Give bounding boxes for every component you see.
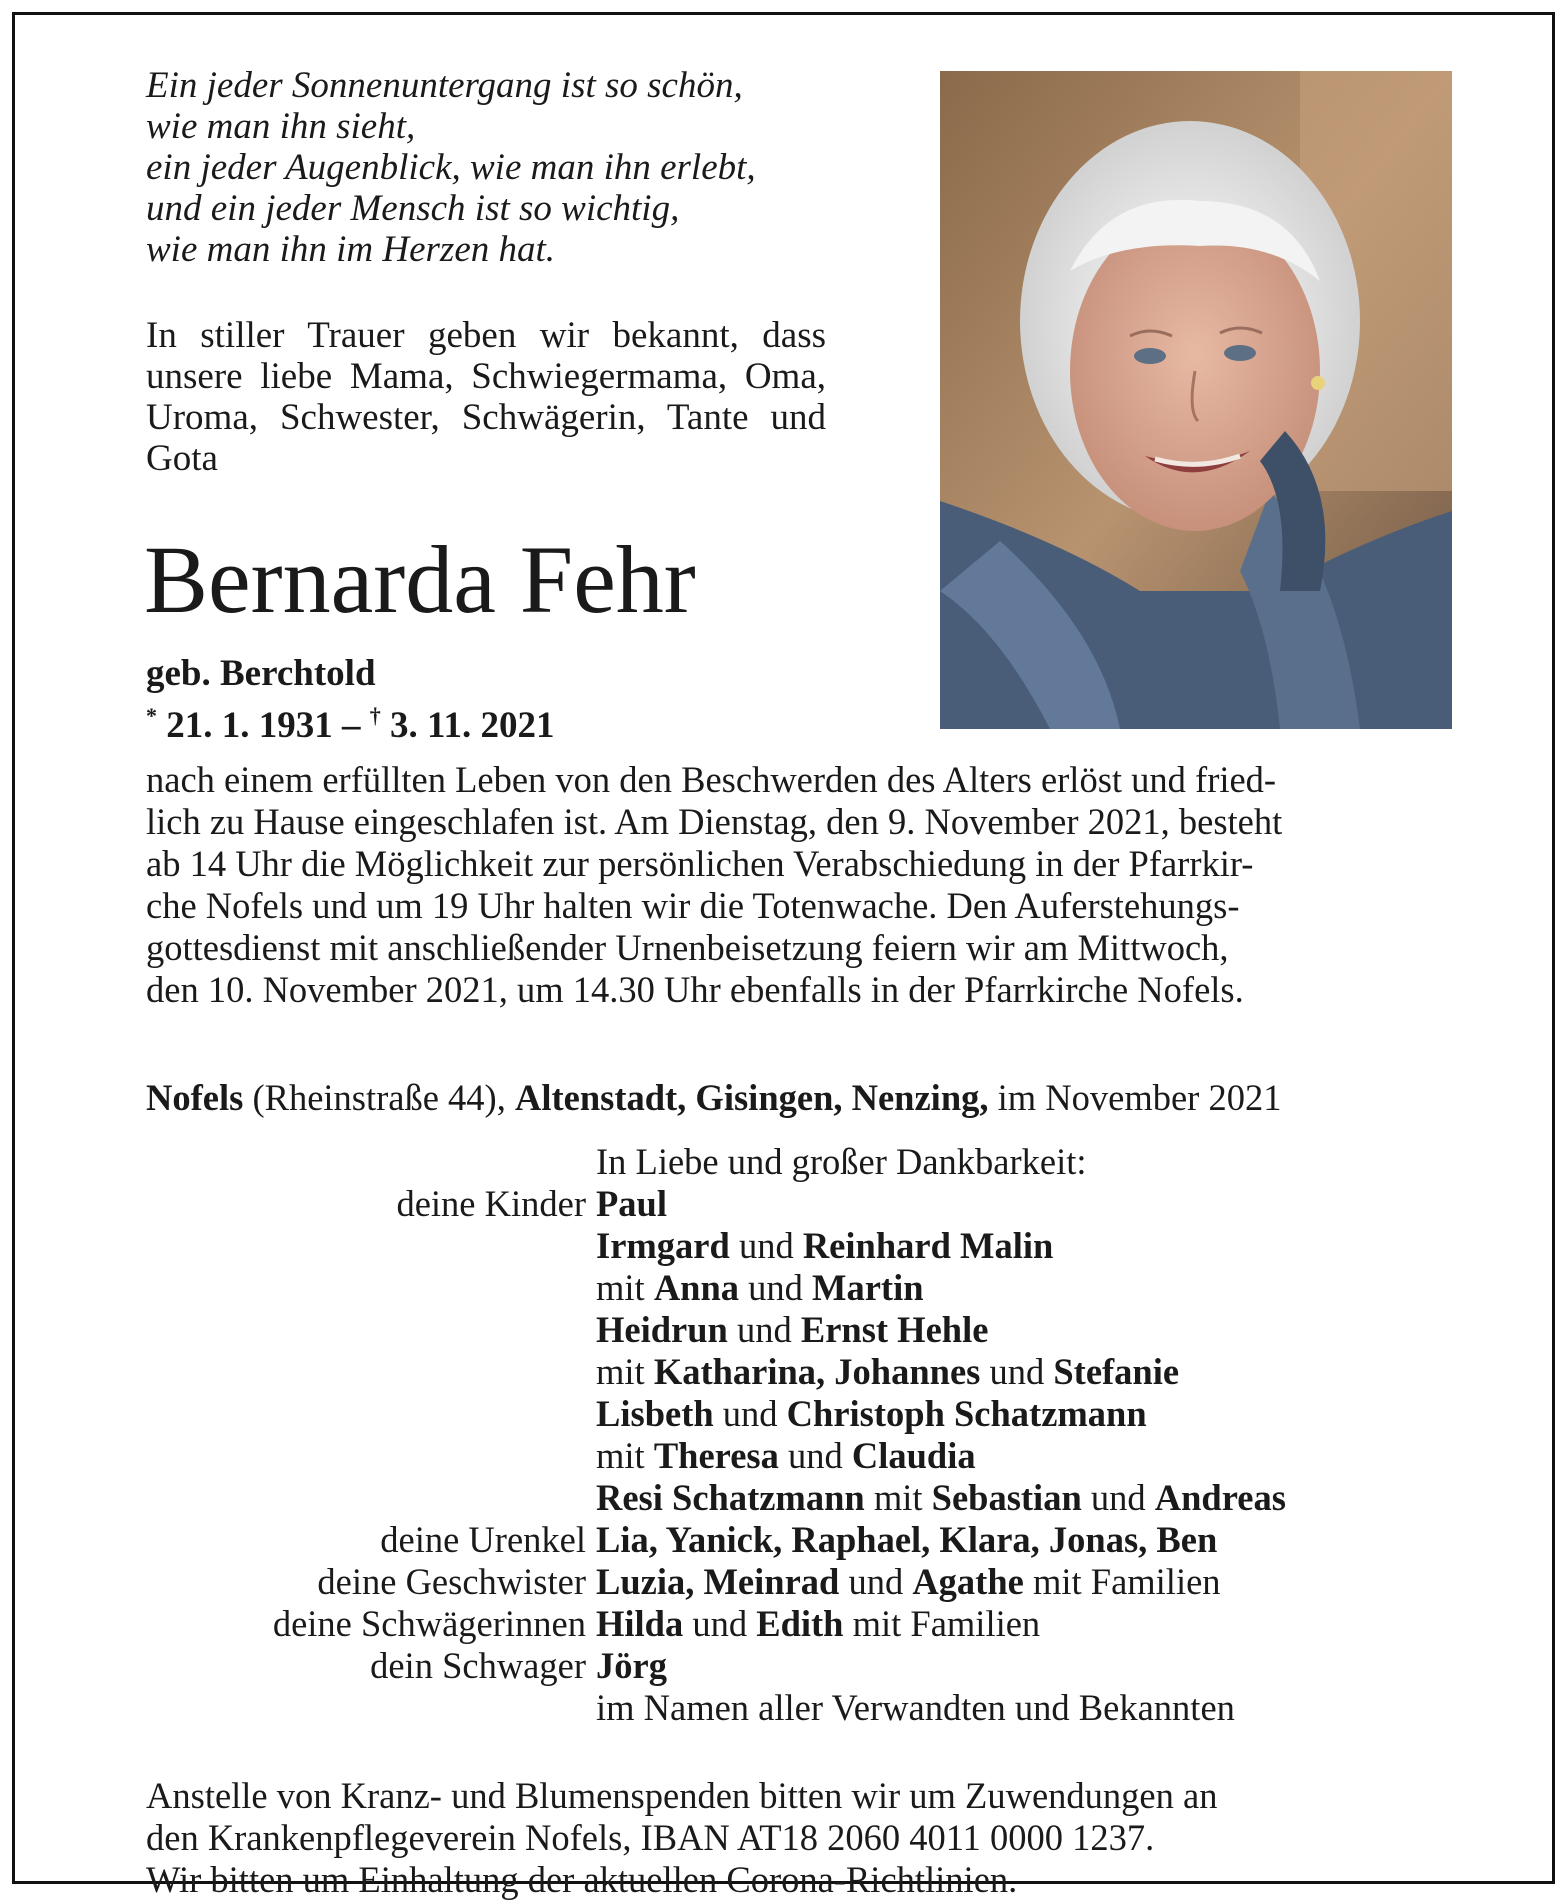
relative-names <box>596 1351 1452 1393</box>
relative-name: Edith <box>756 1603 844 1644</box>
relative-name: Jörg <box>596 1645 667 1686</box>
mourners-list <box>146 1141 1452 1729</box>
relative-name: Hilda <box>596 1603 684 1644</box>
relative-names <box>596 1687 1452 1729</box>
relative-row <box>146 1225 1452 1267</box>
relation-label: deine Geschwister <box>317 1561 586 1602</box>
relation-label <box>146 1309 596 1351</box>
body-line: lich zu Hause eingeschlafen ist. Am Dienstag, den 9. November 2021, besteht <box>146 801 1283 842</box>
relative-row <box>146 1561 1452 1603</box>
relative-row <box>146 1267 1452 1309</box>
relation-label: deine Urenkel <box>380 1519 586 1560</box>
place-date-line <box>146 1077 1452 1119</box>
closing-line: Anstelle von Kranz- und Blumenspenden bitten wir um Zuwendungen an <box>146 1775 1218 1816</box>
relative-names <box>596 1309 1452 1351</box>
relation-label <box>146 1267 596 1309</box>
relative-names <box>596 1267 1452 1309</box>
connector-text: und <box>683 1603 757 1644</box>
connector-text: und <box>778 1435 852 1476</box>
relative-names <box>596 1477 1452 1519</box>
relative-row <box>146 1183 1452 1225</box>
relative-name: Stefanie <box>1053 1351 1180 1392</box>
relative-names <box>596 1183 1452 1225</box>
connector-text: mit <box>596 1435 654 1476</box>
life-dates <box>146 695 554 747</box>
body-line: gottesdienst mit anschließender Urnenbeisetzung feiern wir am Mittwoch, <box>146 927 1229 968</box>
place-address: (Rheinstraße 44), <box>243 1077 515 1118</box>
relation-label <box>146 1477 596 1519</box>
closing-text <box>146 1775 1452 1901</box>
relative-name: Christoph Schatzmann <box>786 1393 1147 1434</box>
relative-row <box>146 1435 1452 1477</box>
relative-name: Agathe <box>912 1561 1024 1602</box>
poem: Ein jeder Sonnenuntergang ist so schön, wie man ihn sieht, ein jeder Augenblick, wie man ihn erlebt, und ein jeder Mensch ist so wichtig, wie man ihn im Herzen hat. <box>146 65 756 270</box>
relative-names <box>596 1225 1452 1267</box>
birth-star-symbol: * <box>146 703 157 728</box>
relative-name: Ernst Hehle <box>800 1309 989 1350</box>
relative-name: Luzia, Meinrad <box>596 1561 840 1602</box>
birth-death-info <box>146 653 554 747</box>
deceased-name: Bernarda Fehr <box>144 526 696 633</box>
relative-name: Heidrun <box>596 1309 728 1350</box>
relative-row <box>146 1645 1452 1687</box>
relation-label <box>146 1687 596 1729</box>
death-cross-symbol: † <box>369 703 381 728</box>
relative-row <box>146 1603 1452 1645</box>
maiden-name: geb. Berchtold <box>146 653 376 694</box>
relation-label: deine Kinder <box>396 1183 586 1224</box>
relatives-rows <box>146 1183 1452 1729</box>
relation-label <box>146 1351 596 1393</box>
body-line: nach einem erfüllten Leben von den Beschwerden des Alters erlöst und fried- <box>146 759 1277 800</box>
closing-line: den Krankenpflegeverein Nofels, IBAN AT18 2060 4011 0000 1237. <box>146 1817 1155 1858</box>
place-towns: Altenstadt, Gisingen, Nenzing, <box>514 1077 989 1118</box>
connector-text: mit Familien <box>843 1603 1041 1644</box>
death-date: 3. 11. 2021 <box>390 705 555 746</box>
relative-name: Resi Schatzmann <box>596 1477 865 1518</box>
connector-text: und <box>727 1309 801 1350</box>
connector-text: und <box>839 1561 913 1602</box>
relative-name: Anna <box>653 1267 740 1308</box>
announcement-text: In stiller Trauer geben wir bekannt, dass unsere liebe Mama, Schwiegermama, Oma, Uroma, Schwester, Schwägerin, Tante und Gota <box>146 315 826 479</box>
relative-name: Irmgard <box>596 1225 730 1266</box>
connector-text: und <box>729 1225 803 1266</box>
birth-date: 21. 1. 1931 – <box>166 705 361 746</box>
relation-label <box>146 1225 596 1267</box>
relative-row <box>146 1351 1452 1393</box>
body-line: ab 14 Uhr die Möglichkeit zur persönlichen Verabschiedung in der Pfarrkir- <box>146 843 1254 884</box>
relative-name: Paul <box>596 1183 667 1224</box>
portrait-photo <box>940 71 1452 729</box>
relation-label <box>146 1435 596 1477</box>
relative-name: Claudia <box>851 1435 976 1476</box>
connector-text: und <box>980 1351 1054 1392</box>
obituary-body <box>146 759 1452 1011</box>
body-line: che Nofels und um 19 Uhr halten wir die Totenwache. Den Auferstehungs- <box>146 885 1240 926</box>
relative-name: Lisbeth <box>596 1393 714 1434</box>
portrait-illustration <box>940 71 1452 729</box>
relation-label: dein Schwager <box>370 1645 586 1686</box>
relative-name: Theresa <box>653 1435 779 1476</box>
connector-text: mit <box>596 1351 654 1392</box>
relative-name: Katharina, Johannes <box>653 1351 981 1392</box>
relative-names <box>596 1519 1452 1561</box>
relative-name: Martin <box>812 1267 924 1308</box>
relative-names <box>596 1561 1452 1603</box>
relation-label <box>146 1393 596 1435</box>
place-town: Nofels <box>146 1077 244 1118</box>
mourners-intro: In Liebe und großer Dankbarkeit: <box>596 1141 1087 1182</box>
relative-name: Andreas <box>1154 1477 1286 1518</box>
connector-text: und <box>1081 1477 1155 1518</box>
relative-names <box>596 1393 1452 1435</box>
place-date: im November 2021 <box>988 1077 1282 1118</box>
mourners-intro-row <box>146 1141 1452 1183</box>
relative-row <box>146 1687 1452 1729</box>
connector-text: und <box>739 1267 813 1308</box>
relative-row <box>146 1519 1452 1561</box>
relative-name: Reinhard Malin <box>802 1225 1054 1266</box>
connector-text: mit <box>596 1267 654 1308</box>
relative-name: Sebastian <box>931 1477 1082 1518</box>
body-line: den 10. November 2021, um 14.30 Uhr ebenfalls in der Pfarrkirche Nofels. <box>146 969 1244 1010</box>
connector-text: und <box>713 1393 787 1434</box>
relation-label: deine Schwägerinnen <box>272 1603 586 1644</box>
relative-name: Lia, Yanick, Raphael, Klara, Jonas, Ben <box>596 1519 1218 1560</box>
relative-row <box>146 1393 1452 1435</box>
relative-names <box>596 1645 1452 1687</box>
relative-row <box>146 1309 1452 1351</box>
relative-row <box>146 1477 1452 1519</box>
connector-text: mit <box>864 1477 932 1518</box>
connector-text: mit Familien <box>1023 1561 1221 1602</box>
connector-text: im Namen aller Verwandten und Bekannten <box>596 1687 1235 1728</box>
relative-names <box>596 1435 1452 1477</box>
relative-names <box>596 1603 1452 1645</box>
obituary-frame <box>12 12 1555 1900</box>
closing-line: Wir bitten um Einhaltung der aktuellen Corona-Richtlinien. <box>146 1859 1018 1900</box>
